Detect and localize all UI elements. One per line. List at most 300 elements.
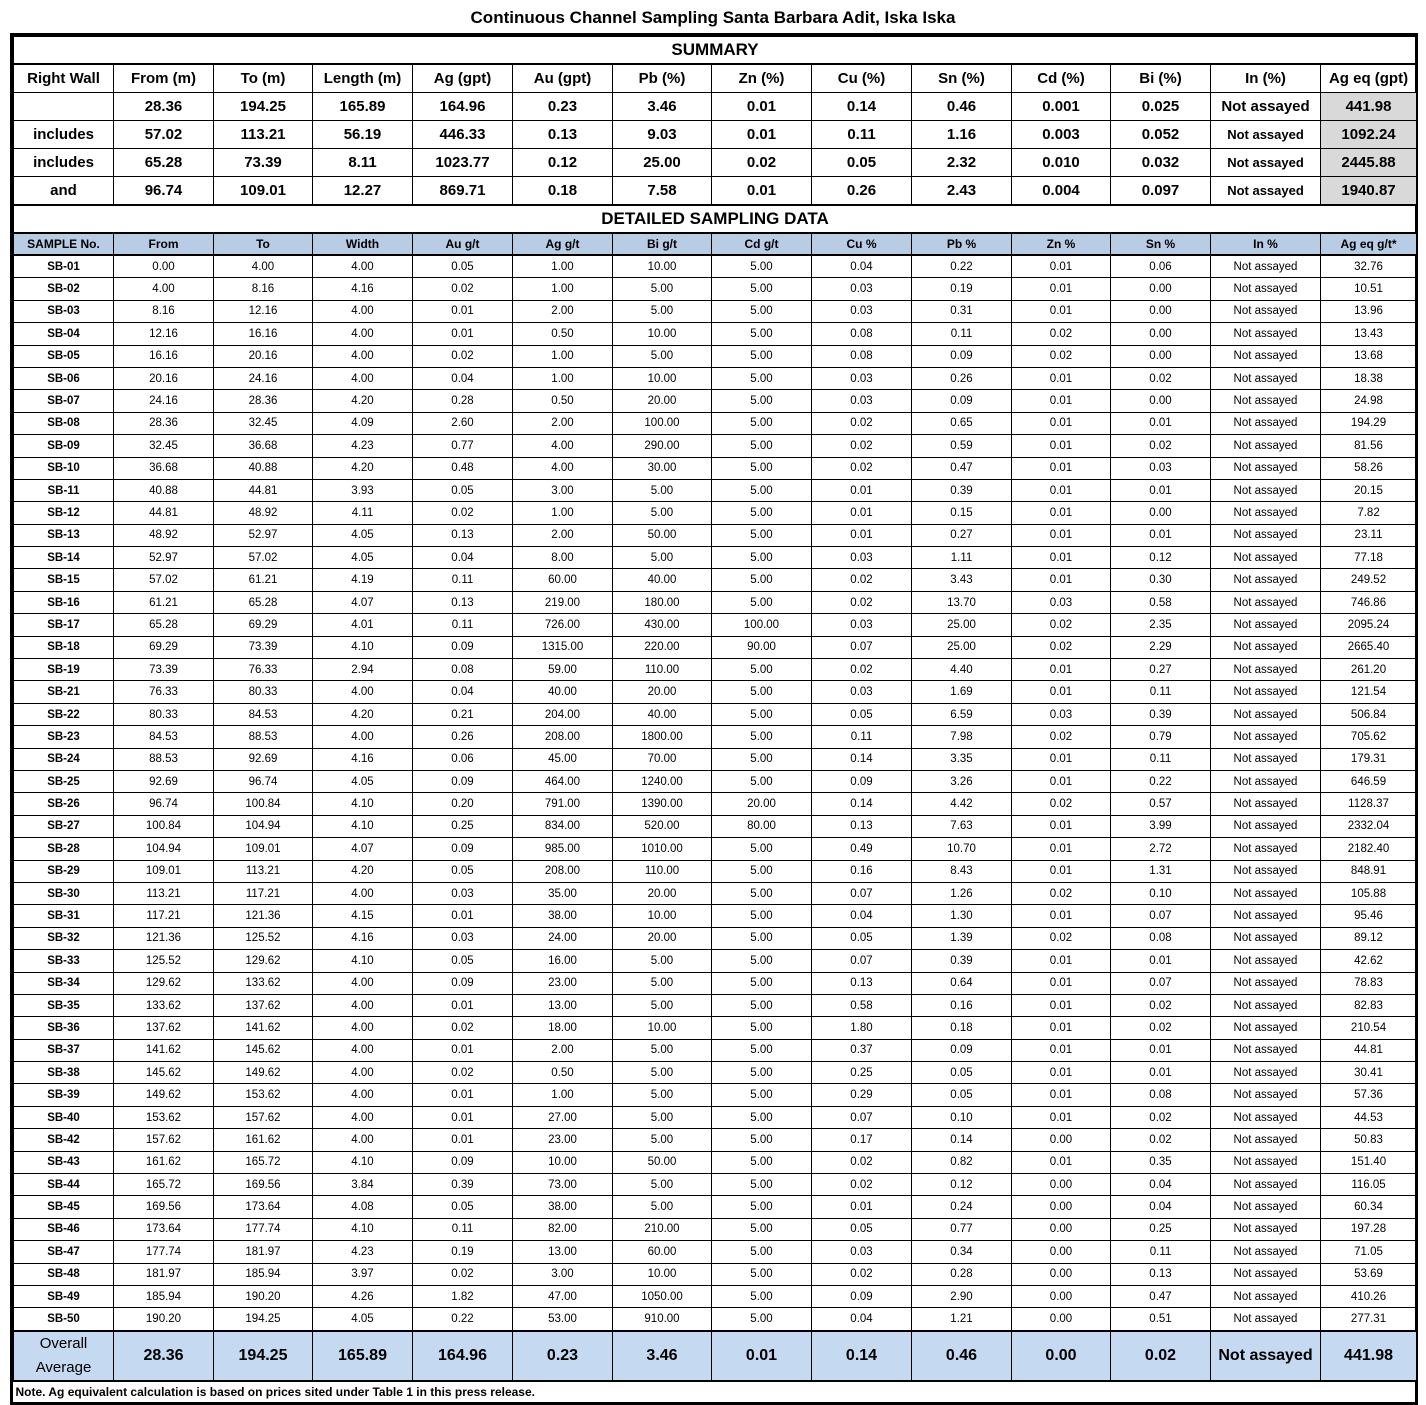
- table-cell: 0.01: [1012, 659, 1111, 681]
- table-cell: Not assayed: [1211, 547, 1321, 569]
- table-cell: 5.00: [712, 681, 812, 703]
- table-cell: 0.01: [1012, 1062, 1111, 1084]
- detail-header-cell: Cu %: [812, 233, 912, 255]
- table-cell: 0.01: [1012, 278, 1111, 300]
- table-cell: 0.01: [812, 1196, 912, 1218]
- table-cell: 0.03: [413, 882, 513, 904]
- table-cell: 0.03: [1012, 703, 1111, 725]
- table-cell: 133.62: [114, 994, 214, 1016]
- sample-id-cell: SB-15: [14, 569, 114, 591]
- table-cell: 165.72: [114, 1174, 214, 1196]
- table-cell: 1.21: [912, 1308, 1012, 1331]
- table-cell: 5.00: [712, 547, 812, 569]
- table-cell: 0.39: [912, 950, 1012, 972]
- table-cell: 190.20: [114, 1308, 214, 1331]
- table-cell: 129.62: [214, 950, 313, 972]
- table-cell: 161.62: [214, 1129, 313, 1151]
- table-cell: 0.13: [413, 524, 513, 546]
- table-cell: 4.00: [313, 681, 413, 703]
- table-cell: 4.00: [313, 300, 413, 322]
- table-cell: 110.00: [613, 659, 712, 681]
- table-cell: 0.13: [413, 591, 513, 613]
- table-cell: 5.00: [712, 502, 812, 524]
- table-cell: 4.42: [912, 793, 1012, 815]
- table-cell: 0.03: [812, 390, 912, 412]
- table-cell: 0.82: [912, 1151, 1012, 1173]
- table-cell: 0.34: [912, 1241, 1012, 1263]
- summary-header-cell: Bi (%): [1111, 64, 1211, 93]
- table-cell: 169.56: [114, 1196, 214, 1218]
- table-cell: 10.00: [613, 367, 712, 389]
- table-cell: 746.86: [1321, 591, 1417, 613]
- table-cell: 5.00: [613, 1196, 712, 1218]
- table-cell: 95.46: [1321, 905, 1417, 927]
- table-row: [14, 860, 1417, 882]
- table-cell: 0.01: [1012, 1039, 1111, 1061]
- summary-cell: 1.16: [912, 121, 1012, 149]
- table-cell: 0.01: [1012, 547, 1111, 569]
- summary-cell: 441.98: [1321, 93, 1417, 121]
- table-cell: 4.00: [313, 882, 413, 904]
- table-row: [14, 815, 1417, 837]
- sample-id-cell: SB-12: [14, 502, 114, 524]
- table-cell: 151.40: [1321, 1151, 1417, 1173]
- table-cell: 53.69: [1321, 1263, 1417, 1285]
- table-cell: 133.62: [214, 972, 313, 994]
- table-cell: 0.01: [812, 524, 912, 546]
- table-cell: 0.05: [413, 479, 513, 501]
- summary-row: [14, 177, 1417, 206]
- table-row: [14, 1084, 1417, 1106]
- sample-id-cell: SB-46: [14, 1218, 114, 1240]
- table-row: [14, 614, 1417, 636]
- table-cell: 65.28: [114, 614, 214, 636]
- table-cell: 1.00: [513, 255, 613, 278]
- table-cell: 0.03: [812, 278, 912, 300]
- table-cell: 113.21: [214, 860, 313, 882]
- table-cell: 4.00: [313, 345, 413, 367]
- table-cell: 13.00: [513, 1241, 613, 1263]
- table-cell: 177.74: [214, 1218, 313, 1240]
- table-cell: 65.28: [214, 591, 313, 613]
- table-cell: 0.02: [812, 412, 912, 434]
- sampling-table: [13, 36, 1417, 1402]
- table-cell: 38.00: [513, 905, 613, 927]
- table-cell: 165.72: [214, 1151, 313, 1173]
- table-cell: 5.00: [712, 1129, 812, 1151]
- table-cell: 90.00: [712, 636, 812, 658]
- table-cell: Not assayed: [1211, 950, 1321, 972]
- table-cell: 5.00: [712, 1151, 812, 1173]
- summary-cell: 7.58: [613, 177, 712, 206]
- table-row: [14, 1151, 1417, 1173]
- table-row: [14, 972, 1417, 994]
- table-cell: 0.09: [413, 770, 513, 792]
- table-cell: 0.04: [413, 367, 513, 389]
- table-cell: 4.10: [313, 950, 413, 972]
- table-cell: 0.22: [1111, 770, 1211, 792]
- sample-id-cell: SB-23: [14, 726, 114, 748]
- table-cell: 58.26: [1321, 457, 1417, 479]
- table-cell: 726.00: [513, 614, 613, 636]
- table-cell: 0.26: [912, 367, 1012, 389]
- table-cell: 0.09: [413, 636, 513, 658]
- table-row: [14, 1308, 1417, 1331]
- table-cell: 40.88: [114, 479, 214, 501]
- table-cell: 0.50: [513, 390, 613, 412]
- table-cell: 5.00: [712, 457, 812, 479]
- summary-header-cell: Sn (%): [912, 64, 1012, 93]
- table-cell: 0.01: [1012, 1017, 1111, 1039]
- table-cell: 6.59: [912, 703, 1012, 725]
- table-cell: 117.21: [214, 882, 313, 904]
- table-cell: Not assayed: [1211, 927, 1321, 949]
- average-cell: 0.23: [513, 1331, 613, 1381]
- summary-cell: 0.01: [712, 177, 812, 206]
- sample-id-cell: SB-10: [14, 457, 114, 479]
- table-cell: 277.31: [1321, 1308, 1417, 1331]
- summary-header-cell: Cu (%): [812, 64, 912, 93]
- sample-id-cell: SB-02: [14, 278, 114, 300]
- sample-id-cell: SB-26: [14, 793, 114, 815]
- table-cell: 0.11: [1111, 1241, 1211, 1263]
- table-cell: Not assayed: [1211, 1129, 1321, 1151]
- table-cell: 0.00: [1012, 1285, 1111, 1307]
- table-cell: 0.01: [1012, 815, 1111, 837]
- table-cell: Not assayed: [1211, 703, 1321, 725]
- table-cell: 5.00: [712, 927, 812, 949]
- sample-id-cell: SB-01: [14, 255, 114, 278]
- table-cell: 5.00: [712, 972, 812, 994]
- table-cell: 4.10: [313, 793, 413, 815]
- table-row: [14, 793, 1417, 815]
- table-cell: 0.01: [413, 1129, 513, 1151]
- table-cell: 194.29: [1321, 412, 1417, 434]
- table-cell: 4.00: [513, 435, 613, 457]
- average-label: Overall Average: [14, 1331, 114, 1381]
- summary-cell: 1092.24: [1321, 121, 1417, 149]
- overall-average-row: [14, 1331, 1417, 1381]
- table-cell: Not assayed: [1211, 1106, 1321, 1128]
- table-cell: 0.00: [1012, 1241, 1111, 1263]
- table-cell: 0.50: [513, 323, 613, 345]
- detail-header-cell: Au g/t: [413, 233, 513, 255]
- table-cell: Not assayed: [1211, 457, 1321, 479]
- table-cell: 4.01: [313, 614, 413, 636]
- table-cell: 25.00: [912, 614, 1012, 636]
- table-cell: 0.00: [1111, 300, 1211, 322]
- table-cell: Not assayed: [1211, 1174, 1321, 1196]
- table-cell: 705.62: [1321, 726, 1417, 748]
- table-cell: 81.56: [1321, 435, 1417, 457]
- table-cell: 0.50: [513, 1062, 613, 1084]
- table-cell: 20.00: [613, 390, 712, 412]
- table-cell: 0.01: [1012, 479, 1111, 501]
- table-row: [14, 591, 1417, 613]
- table-cell: 2665.40: [1321, 636, 1417, 658]
- summary-header-cell: Zn (%): [712, 64, 812, 93]
- sample-id-cell: SB-19: [14, 659, 114, 681]
- table-cell: 848.91: [1321, 860, 1417, 882]
- table-row: [14, 927, 1417, 949]
- table-row: [14, 457, 1417, 479]
- table-cell: 249.52: [1321, 569, 1417, 591]
- table-row: [14, 367, 1417, 389]
- summary-cell: 65.28: [114, 149, 214, 177]
- table-cell: 5.00: [712, 1218, 812, 1240]
- table-cell: 5.00: [712, 1263, 812, 1285]
- table-cell: 3.35: [912, 748, 1012, 770]
- sample-id-cell: SB-28: [14, 838, 114, 860]
- table-cell: Not assayed: [1211, 345, 1321, 367]
- summary-cell: 0.05: [812, 149, 912, 177]
- table-cell: 84.53: [114, 726, 214, 748]
- table-cell: 464.00: [513, 770, 613, 792]
- table-cell: 0.07: [812, 882, 912, 904]
- table-cell: 35.00: [513, 882, 613, 904]
- table-cell: 4.00: [513, 457, 613, 479]
- table-cell: Not assayed: [1211, 1218, 1321, 1240]
- table-cell: 2.00: [513, 300, 613, 322]
- table-cell: 5.00: [712, 726, 812, 748]
- table-cell: 76.33: [214, 659, 313, 681]
- table-cell: 4.00: [313, 1017, 413, 1039]
- table-cell: 173.64: [214, 1196, 313, 1218]
- table-cell: 42.62: [1321, 950, 1417, 972]
- table-cell: 4.00: [313, 255, 413, 278]
- sample-id-cell: SB-25: [14, 770, 114, 792]
- table-cell: 985.00: [513, 838, 613, 860]
- table-cell: 0.01: [1111, 1039, 1211, 1061]
- table-cell: 44.81: [114, 502, 214, 524]
- table-cell: 0.03: [812, 614, 912, 636]
- table-cell: 57.02: [114, 569, 214, 591]
- table-cell: 0.02: [413, 502, 513, 524]
- table-cell: 0.51: [1111, 1308, 1211, 1331]
- table-cell: 20.16: [114, 367, 214, 389]
- table-cell: 0.00: [114, 255, 214, 278]
- table-cell: 0.01: [1012, 905, 1111, 927]
- table-cell: 104.94: [114, 838, 214, 860]
- table-row: [14, 1039, 1417, 1061]
- table-cell: 177.74: [114, 1241, 214, 1263]
- table-cell: 0.09: [413, 1151, 513, 1173]
- table-cell: 45.00: [513, 748, 613, 770]
- sample-id-cell: SB-16: [14, 591, 114, 613]
- table-cell: 5.00: [613, 950, 712, 972]
- table-cell: 76.33: [114, 681, 214, 703]
- table-cell: 5.00: [712, 1174, 812, 1196]
- table-cell: 0.02: [1012, 636, 1111, 658]
- table-cell: 4.00: [313, 1039, 413, 1061]
- table-cell: 0.01: [413, 1084, 513, 1106]
- table-cell: 69.29: [214, 614, 313, 636]
- summary-header-cell: Pb (%): [613, 64, 712, 93]
- table-cell: 5.00: [712, 1062, 812, 1084]
- table-cell: 0.02: [1012, 927, 1111, 949]
- summary-cell: Not assayed: [1211, 177, 1321, 206]
- table-cell: 5.00: [613, 479, 712, 501]
- table-cell: 0.08: [1111, 927, 1211, 949]
- summary-cell: 0.46: [912, 93, 1012, 121]
- table-cell: 0.31: [912, 300, 1012, 322]
- table-cell: 0.03: [812, 300, 912, 322]
- summary-cell: 2445.88: [1321, 149, 1417, 177]
- table-cell: Not assayed: [1211, 726, 1321, 748]
- detail-header-cell: Zn %: [1012, 233, 1111, 255]
- table-cell: 2095.24: [1321, 614, 1417, 636]
- average-cell: 0.46: [912, 1331, 1012, 1381]
- table-cell: 0.25: [812, 1062, 912, 1084]
- table-cell: 0.01: [1012, 972, 1111, 994]
- table-cell: 5.00: [613, 278, 712, 300]
- table-cell: 28.36: [114, 412, 214, 434]
- table-cell: 2.35: [1111, 614, 1211, 636]
- table-cell: 0.02: [812, 1263, 912, 1285]
- table-cell: 0.03: [812, 547, 912, 569]
- average-cell: 0.01: [712, 1331, 812, 1381]
- table-cell: 0.09: [413, 972, 513, 994]
- table-cell: 50.83: [1321, 1129, 1417, 1151]
- table-cell: 113.21: [114, 882, 214, 904]
- table-row: [14, 278, 1417, 300]
- table-cell: 1.30: [912, 905, 1012, 927]
- table-cell: 0.08: [413, 659, 513, 681]
- summary-cell: 0.18: [513, 177, 613, 206]
- table-cell: 0.11: [413, 569, 513, 591]
- table-cell: 1.31: [1111, 860, 1211, 882]
- detail-header-cell: SAMPLE No.: [14, 233, 114, 255]
- table-cell: 0.06: [413, 748, 513, 770]
- table-cell: 0.28: [912, 1263, 1012, 1285]
- sample-id-cell: SB-29: [14, 860, 114, 882]
- summary-cell: Not assayed: [1211, 121, 1321, 149]
- table-cell: 82.83: [1321, 994, 1417, 1016]
- table-cell: 4.09: [313, 412, 413, 434]
- table-cell: Not assayed: [1211, 1308, 1321, 1331]
- summary-cell: 12.27: [313, 177, 413, 206]
- summary-cell: 25.00: [613, 149, 712, 177]
- sample-id-cell: SB-03: [14, 300, 114, 322]
- table-cell: 88.53: [114, 748, 214, 770]
- table-cell: 0.59: [912, 435, 1012, 457]
- table-cell: 145.62: [114, 1062, 214, 1084]
- table-cell: 4.00: [313, 726, 413, 748]
- table-cell: 23.00: [513, 1129, 613, 1151]
- table-cell: 96.74: [114, 793, 214, 815]
- table-cell: 0.01: [1012, 300, 1111, 322]
- table-cell: Not assayed: [1211, 994, 1321, 1016]
- table-row: [14, 1062, 1417, 1084]
- note-row: [14, 1381, 1417, 1402]
- table-cell: 0.02: [413, 345, 513, 367]
- table-cell: 179.31: [1321, 748, 1417, 770]
- table-cell: 0.04: [812, 255, 912, 278]
- table-cell: 40.00: [613, 569, 712, 591]
- table-cell: Not assayed: [1211, 278, 1321, 300]
- table-cell: 0.00: [1111, 390, 1211, 412]
- table-row: [14, 1174, 1417, 1196]
- table-cell: Not assayed: [1211, 815, 1321, 837]
- detail-header-cell: Ag g/t: [513, 233, 613, 255]
- average-cell: Not assayed: [1211, 1331, 1321, 1381]
- table-cell: 1.69: [912, 681, 1012, 703]
- table-cell: 1.00: [513, 1084, 613, 1106]
- table-cell: 5.00: [613, 1084, 712, 1106]
- table-cell: 4.00: [313, 1106, 413, 1128]
- table-cell: 82.00: [513, 1218, 613, 1240]
- table-cell: 4.16: [313, 748, 413, 770]
- table-cell: 0.12: [912, 1174, 1012, 1196]
- summary-cell: 0.010: [1012, 149, 1111, 177]
- detail-header-cell: Ag eq g/t*: [1321, 233, 1417, 255]
- table-cell: 10.00: [613, 905, 712, 927]
- table-cell: 0.12: [1111, 547, 1211, 569]
- table-cell: 5.00: [613, 994, 712, 1016]
- table-cell: 0.01: [1012, 1151, 1111, 1173]
- summary-cell: 113.21: [214, 121, 313, 149]
- table-cell: Not assayed: [1211, 323, 1321, 345]
- table-cell: 13.68: [1321, 345, 1417, 367]
- table-cell: 0.01: [1012, 457, 1111, 479]
- average-cell: 194.25: [214, 1331, 313, 1381]
- table-cell: 219.00: [513, 591, 613, 613]
- summary-cell: 0.052: [1111, 121, 1211, 149]
- summary-cell: 165.89: [313, 93, 413, 121]
- table-cell: 3.84: [313, 1174, 413, 1196]
- summary-cell: 56.19: [313, 121, 413, 149]
- summary-cell: 869.71: [413, 177, 513, 206]
- table-cell: 13.96: [1321, 300, 1417, 322]
- table-cell: 50.00: [613, 524, 712, 546]
- table-cell: 0.05: [812, 927, 912, 949]
- table-cell: 36.68: [114, 457, 214, 479]
- table-cell: 5.00: [712, 1084, 812, 1106]
- table-cell: 0.02: [413, 1062, 513, 1084]
- table-cell: 109.01: [114, 860, 214, 882]
- summary-header-cell: Ag (gpt): [413, 64, 513, 93]
- table-cell: 4.26: [313, 1285, 413, 1307]
- table-cell: 204.00: [513, 703, 613, 725]
- table-cell: 0.26: [413, 726, 513, 748]
- table-cell: 20.15: [1321, 479, 1417, 501]
- table-cell: 0.47: [1111, 1285, 1211, 1307]
- table-row: [14, 882, 1417, 904]
- table-cell: 0.00: [1012, 1129, 1111, 1151]
- table-cell: 0.03: [413, 927, 513, 949]
- summary-row: [14, 93, 1417, 121]
- average-cell: 3.46: [613, 1331, 712, 1381]
- summary-cell: 0.13: [513, 121, 613, 149]
- table-cell: Not assayed: [1211, 255, 1321, 278]
- table-cell: 1.39: [912, 927, 1012, 949]
- table-cell: 117.21: [114, 905, 214, 927]
- sample-id-cell: SB-06: [14, 367, 114, 389]
- table-cell: 0.00: [1111, 345, 1211, 367]
- table-cell: 4.19: [313, 569, 413, 591]
- table-cell: 0.22: [912, 255, 1012, 278]
- table-row: [14, 345, 1417, 367]
- table-cell: Not assayed: [1211, 390, 1321, 412]
- table-cell: 71.05: [1321, 1241, 1417, 1263]
- summary-cell: 96.74: [114, 177, 214, 206]
- table-cell: 125.52: [214, 927, 313, 949]
- table-cell: Not assayed: [1211, 1084, 1321, 1106]
- table-cell: 10.00: [613, 323, 712, 345]
- detail-header-cell: Width: [313, 233, 413, 255]
- summary-cell: Not assayed: [1211, 149, 1321, 177]
- table-cell: 0.07: [812, 1106, 912, 1128]
